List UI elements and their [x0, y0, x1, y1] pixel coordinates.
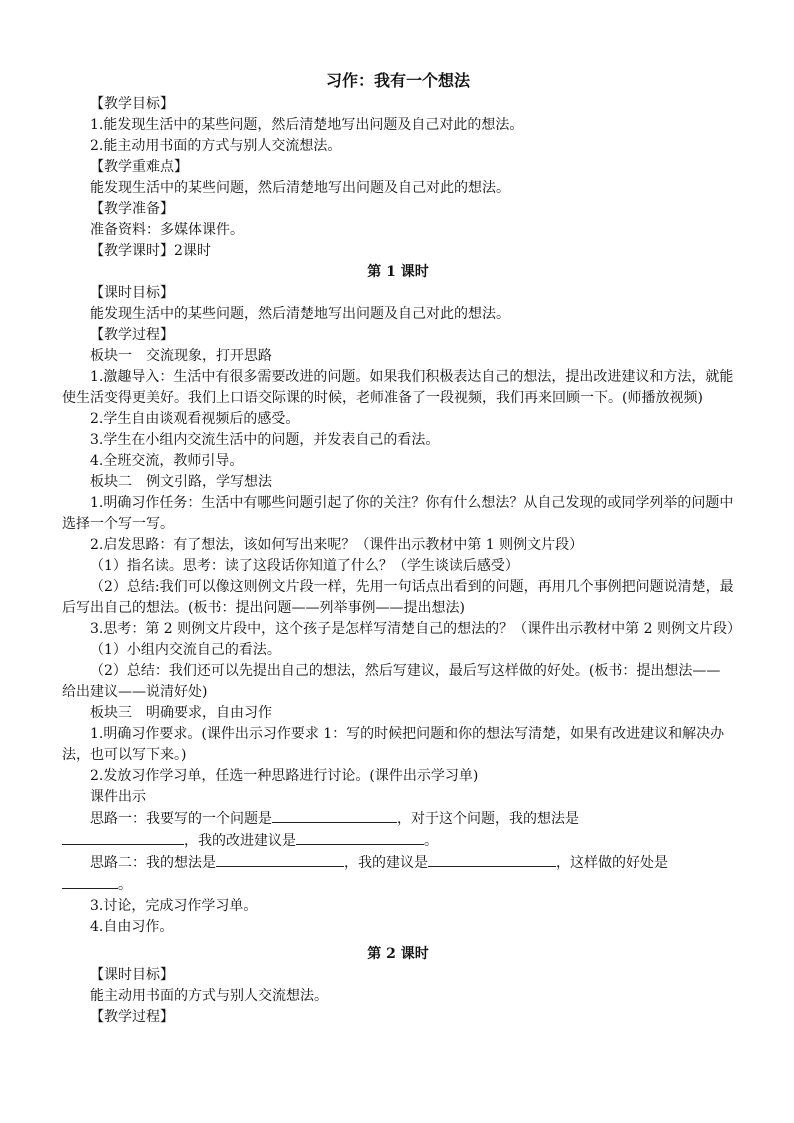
- lesson2-goal-heading: 【课时目标】: [90, 967, 174, 983]
- document-title: 习作：我有一个想法: [325, 71, 470, 90]
- block3-step2: 2.发放习作学习单，任选一种思路进行讨论。(课件出示学习单): [90, 768, 479, 784]
- lesson1-goal-text: 能发现生活中的某些问题，然后清楚地写出问题及自己对此的想法。: [90, 306, 510, 322]
- key-points-text: 能发现生活中的某些问题，然后清楚地写出问题及自己对此的想法。: [90, 180, 510, 196]
- lesson1-section: [62, 283, 741, 938]
- block2-step3-sub1: （1）小组内交流自己的看法。: [90, 642, 281, 658]
- fill-blank[interactable]: [428, 852, 556, 867]
- idea1-template-cont: ，我的改进建议是 。: [62, 830, 734, 852]
- idea2-template: 思路二：我的想法是 ，我的建议是 ，这样做的好处是: [62, 852, 734, 874]
- block2-step2-sub2: （2）总结:我们可以像这则例文片段一样，先用一句话点出看到的问题，再用几个事例把问题说清楚，最后写出自己的想法。(板书：提出问题——列举事例——提出想法): [62, 579, 734, 616]
- idea2-template-cont: 。: [62, 874, 734, 896]
- fill-blank[interactable]: [272, 808, 397, 823]
- lesson1-goal-heading: 【课时目标】: [90, 285, 174, 301]
- block1-step4: 4.全班交流，教师引导。: [90, 453, 244, 469]
- block2-step2-sub1: （1）指名读。思考：读了这段话你知道了什么？（学生谈读后感受）: [90, 558, 519, 574]
- preparation-text: 准备资料：多媒体课件。: [90, 222, 244, 238]
- lesson1-process-heading: 【教学过程】: [90, 327, 174, 343]
- block2-step3-sub2: （2）总结：我们还可以先提出自己的想法，然后写建议，最后写这样做的好处。(板书：提出想法——给出建议——说清好处): [62, 663, 721, 700]
- objective-2: 2.能主动用书面的方式与别人交流想法。: [90, 138, 342, 154]
- lesson2-process-heading: 【教学过程】: [90, 1009, 174, 1025]
- section-heading-key-points: 【教学重难点】: [90, 159, 188, 175]
- intro-section: [62, 94, 734, 262]
- lesson1-heading: 第 1 课时: [367, 264, 429, 280]
- block2-step3: 3.思考：第 2 则例文片段中，这个孩子是怎样写清楚自己的想法的？（课件出示教材中第 2 则例文片段）: [90, 621, 741, 637]
- block1-step1: 1.激趣导入：生活中有很多需要改进的问题。如果我们积极表达自己的想法，提出改进建议和方法，就能使生活变得更美好。我们上口语交际课的时候，老师准备了一段视频，我们再来回顾一下。(师播放视频): [62, 369, 734, 406]
- idea1-template: 思路一：我要写的一个问题是 ，对于这个问题，我的想法是: [62, 808, 734, 830]
- fill-blank[interactable]: [216, 852, 344, 867]
- fill-blank[interactable]: [62, 874, 118, 889]
- block1-step2: 2.学生自由谈观看视频后的感受。: [90, 411, 300, 427]
- block2-step1: 1.明确习作任务：生活中有哪些问题引起了你的关注？你有什么想法？从自己发现的或同学列举的问题中选择一个写一写。: [62, 495, 734, 532]
- section-heading-preparation: 【教学准备】: [90, 201, 174, 217]
- block3-step3: 3.讨论，完成习作学习单。: [90, 898, 258, 914]
- courseware-label: 课件出示: [90, 789, 146, 805]
- fill-blank[interactable]: [296, 830, 424, 845]
- block1-heading: 板块一 交流现象，打开思路: [90, 348, 272, 364]
- block2-heading: 板块二 例文引路，学写想法: [90, 474, 272, 490]
- document-page: [62, 70, 741, 1028]
- lesson2-goal-text: 能主动用书面的方式与别人交流想法。: [90, 988, 328, 1004]
- block3-step1: 1.明确习作要求。(课件出示习作要求 1：写的时候把问题和你的想法写清楚，如果有改进建议和解决办法，也可以写下来。): [62, 726, 725, 763]
- lesson2-heading: 第 2 课时: [367, 946, 429, 962]
- fill-blank[interactable]: [62, 830, 184, 845]
- block3-heading: 板块三 明确要求，自由习作: [90, 705, 272, 721]
- section-heading-objectives: 【教学目标】: [90, 96, 174, 112]
- section-hours: 【教学课时】2课时: [90, 243, 211, 259]
- objective-1: 1.能发现生活中的某些问题，然后清楚地写出问题及自己对此的想法。: [90, 117, 524, 133]
- block3-step4: 4.自由习作。: [90, 919, 174, 935]
- lesson2-section: [62, 965, 734, 1028]
- block1-step3: 3.学生在小组内交流生活中的问题，并发表自己的看法。: [90, 432, 440, 448]
- block2-step2: 2.启发思路：有了想法，该如何写出来呢？（课件出示教材中第 1 则例文片段）: [90, 537, 584, 553]
